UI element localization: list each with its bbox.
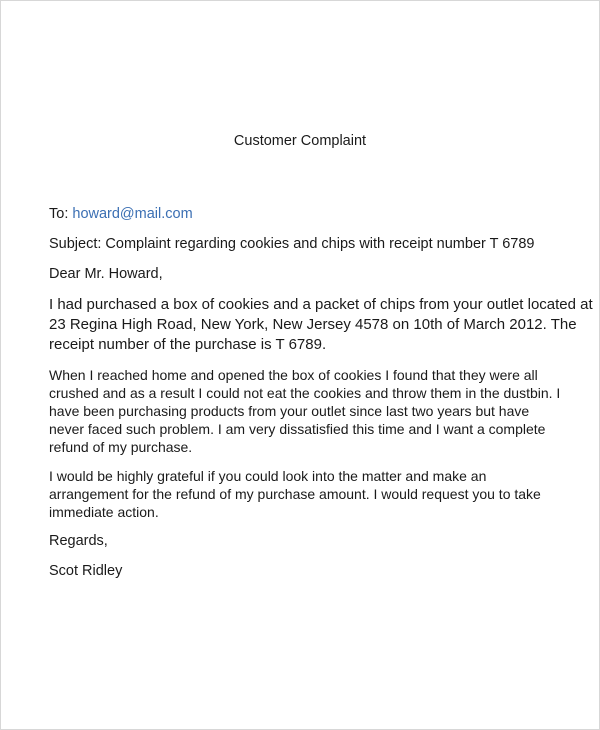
paragraph-1-line-1: I had purchased a box of cookies and a packet of chips from your outlet located at [49,296,593,313]
paragraph-2 [49,366,569,456]
signature: Scot Ridley [49,563,123,579]
paragraph-2-line-5: refund of my purchase. [49,439,193,455]
salutation: Dear Mr. Howard, [49,266,163,282]
closing: Regards, [49,533,108,549]
paragraph-2-line-3: have been purchasing products from your outlet since last two years but have [49,403,530,419]
recipient-line [49,205,569,224]
letter-body [49,205,593,592]
paragraph-2-line-1: When I reached home and opened the box of cookies I found that they were all [49,367,538,383]
paragraph-1 [49,295,593,355]
paragraph-3 [49,467,569,521]
subject-line: Subject: Complaint regarding cookies and chips with receipt number T 6789 [49,236,535,252]
document-title: Customer Complaint [233,133,367,149]
paragraph-3-line-3: immediate action. [49,504,159,520]
paragraph-1-line-2: 23 Regina High Road, New York, New Jersey 4578 on 10th of March 2012. The [49,316,577,333]
paragraph-1-line-3: receipt number of the purchase is T 6789. [49,336,327,353]
paragraph-2-line-2: crushed and as a result I could not eat the cookies and throw them in the dustbin. I [49,385,561,401]
paragraph-2-line-4: never faced such problem. I am very dissatisfied this time and I want a complete [49,421,546,437]
paragraph-3-line-2: arrangement for the refund of my purchase amount. I would request you to take [49,486,541,502]
recipient-email-link[interactable]: howard@mail.com [72,206,193,222]
to-label: To: [49,206,73,222]
paragraph-3-line-1: I would be highly grateful if you could look into the matter and make an [49,468,487,484]
